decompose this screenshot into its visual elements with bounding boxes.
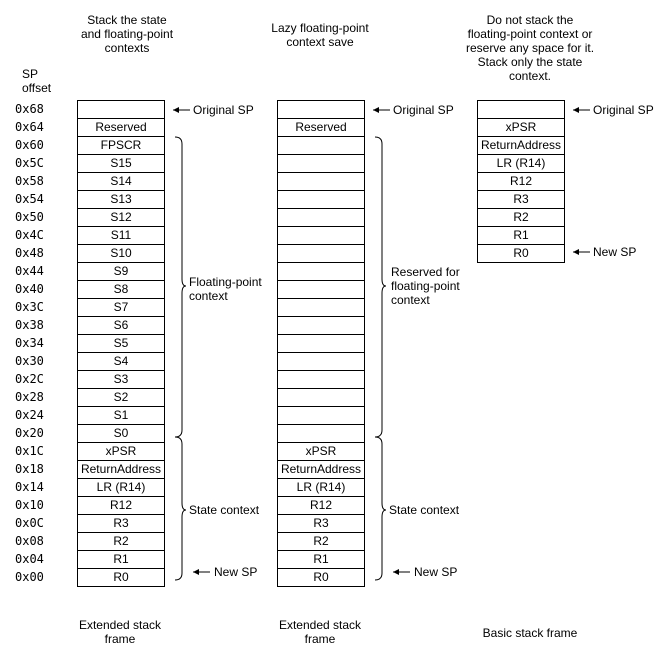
original-sp-label-2: Original SP xyxy=(393,103,454,117)
offset-label: 0x18 xyxy=(15,462,44,476)
offset-label: 0x20 xyxy=(15,426,44,440)
stack-cell: FPSCR xyxy=(78,137,164,155)
stack-cell: R1 xyxy=(278,551,364,569)
offset-label: 0x40 xyxy=(15,282,44,296)
offset-label: 0x0C xyxy=(15,516,44,530)
stack-cell: R2 xyxy=(78,533,164,551)
stack-cell: S4 xyxy=(78,353,164,371)
stack-cell: S11 xyxy=(78,227,164,245)
stack-cell: R3 xyxy=(478,191,564,209)
fp-context-label: Floating-point context xyxy=(189,275,262,303)
stack-cell: LR (R14) xyxy=(278,479,364,497)
state-context-brace-2 xyxy=(375,437,386,580)
stack-cell: R12 xyxy=(478,173,564,191)
stack-cell: LR (R14) xyxy=(478,155,564,173)
offset-label: 0x68 xyxy=(15,102,44,116)
header-lazy-save: Lazy floating-point context save xyxy=(271,21,369,49)
stack-cell: S8 xyxy=(78,281,164,299)
offset-label: 0x1C xyxy=(15,444,44,458)
offset-label: 0x28 xyxy=(15,390,44,404)
stack-cell: R0 xyxy=(278,569,364,587)
offset-label: 0x38 xyxy=(15,318,44,332)
offset-label: 0x04 xyxy=(15,552,44,566)
offset-label: 0x64 xyxy=(15,120,44,134)
stack-cell: xPSR xyxy=(78,443,164,461)
original-sp-label-1: Original SP xyxy=(193,103,254,117)
offset-label: 0x50 xyxy=(15,210,44,224)
stack-cell: R12 xyxy=(78,497,164,515)
fp-context-brace xyxy=(175,137,186,437)
new-sp-label-3: New SP xyxy=(593,245,637,259)
offset-label: 0x08 xyxy=(15,534,44,548)
stack-cell: S10 xyxy=(78,245,164,263)
stack-cell: R0 xyxy=(78,569,164,587)
stack-cell: R1 xyxy=(78,551,164,569)
offset-label: 0x00 xyxy=(15,570,44,584)
footer-basic-frame: Basic stack frame xyxy=(482,626,578,640)
stack-cell: R3 xyxy=(78,515,164,533)
stack-cell: S5 xyxy=(78,335,164,353)
new-sp-label-1: New SP xyxy=(214,565,258,579)
stack-cell: S9 xyxy=(78,263,164,281)
new-sp-label-2: New SP xyxy=(414,565,458,579)
stack-cell: S3 xyxy=(78,371,164,389)
stack-cell: S14 xyxy=(78,173,164,191)
offset-label: 0x2C xyxy=(15,372,44,386)
stack-cell: S6 xyxy=(78,317,164,335)
stack-cell: S0 xyxy=(78,425,164,443)
stack-cell: R2 xyxy=(478,209,564,227)
sp-offset-label: SP offset xyxy=(22,67,52,95)
header-basic-frame: Do not stack the floating-point context or reserve any space for it. Stack only the state context. xyxy=(465,13,595,83)
stack-cell: ReturnAddress xyxy=(478,137,564,155)
offset-label: 0x3C xyxy=(15,300,44,314)
offset-label: 0x30 xyxy=(15,354,44,368)
state-context-label-2: State context xyxy=(389,503,460,517)
header-extended-frame: Stack the state and floating-point contexts xyxy=(80,13,174,55)
offset-label: 0x54 xyxy=(15,192,44,206)
offset-label: 0x14 xyxy=(15,480,44,494)
stack-cell: Reserved xyxy=(78,119,164,137)
reserved-fp-brace xyxy=(375,137,386,437)
offset-label: 0x60 xyxy=(15,138,44,152)
stack-cell: R0 xyxy=(478,245,564,263)
offset-label: 0x24 xyxy=(15,408,44,422)
stack-cell: xPSR xyxy=(478,119,564,137)
stack-cell: R3 xyxy=(278,515,364,533)
state-context-label-1: State context xyxy=(189,503,260,517)
stack-cell: R1 xyxy=(478,227,564,245)
offset-label: 0x10 xyxy=(15,498,44,512)
stack-cell: S1 xyxy=(78,407,164,425)
offset-label: 0x48 xyxy=(15,246,44,260)
offset-label: 0x5C xyxy=(15,156,44,170)
stack-cell: ReturnAddress xyxy=(278,461,364,479)
stack-cell: S12 xyxy=(78,209,164,227)
stack-cell: S7 xyxy=(78,299,164,317)
stack-cell: ReturnAddress xyxy=(78,461,164,479)
stack-cell: R2 xyxy=(278,533,364,551)
stack-cell: xPSR xyxy=(278,443,364,461)
stack-cell: Reserved xyxy=(278,119,364,137)
stack-cell: S13 xyxy=(78,191,164,209)
footer-extended-frame-2: Extended stack frame xyxy=(278,618,362,646)
stack-cell: LR (R14) xyxy=(78,479,164,497)
offset-label: 0x4C xyxy=(15,228,44,242)
stack-cell: R12 xyxy=(278,497,364,515)
offset-label: 0x44 xyxy=(15,264,44,278)
original-sp-label-3: Original SP xyxy=(593,103,654,117)
state-context-brace xyxy=(175,437,186,580)
stack-cell: S15 xyxy=(78,155,164,173)
offset-label: 0x58 xyxy=(15,174,44,188)
stack-cell: S2 xyxy=(78,389,164,407)
footer-extended-frame-1: Extended stack frame xyxy=(78,618,162,646)
reserved-fp-label: Reserved for floating-point context xyxy=(391,265,460,307)
offset-label: 0x34 xyxy=(15,336,44,350)
